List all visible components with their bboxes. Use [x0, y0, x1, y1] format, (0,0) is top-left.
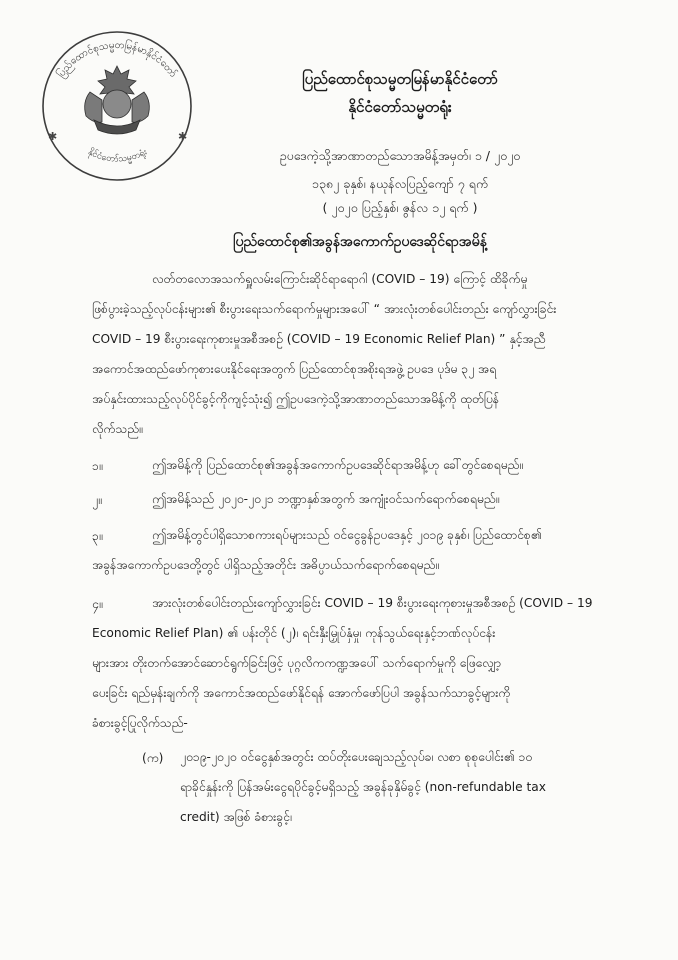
- date-myanmar: ၁၃၈၂ ခုနှစ်၊ နယုန်လပြည့်ကျော် ၇ ရက်: [311, 176, 489, 191]
- item-text: [152, 484, 632, 514]
- seal-lower-text: နိုင်ငံတော်သမ္မတရုံး: [86, 147, 149, 165]
- item-number: ၂။: [92, 493, 102, 507]
- document-title: ပြည်ထောင်စု၏အခွန်အကောက်ဥပဒေဆိုင်ရာအမိန့်: [233, 234, 487, 250]
- item-text: [92, 588, 632, 738]
- subitem-line: ရာခိုင်နှုန်းကို ပြန်အမ်းငွေရပိုင်ခွင့်မရှိသည့် အခွန်ခုနှိမ်ခွင့် (non-refundable tax: [180, 780, 546, 794]
- preamble-line: အပ်နှင်းထားသည့်လုပ်ပိုင်ခွင့်ကိုကျင့်သုံး၍ ဤဥပဒေကဲ့သို့အာဏာတည်သောအမိန့်ကို ထုတ်ပြန်: [92, 392, 500, 406]
- item-text: [152, 450, 632, 480]
- item-number: ၃။: [92, 529, 103, 543]
- header-office: နိုင်ငံတော်သမ္မတရုံး: [348, 98, 452, 116]
- preamble-line: အကောင်အထည်ဖော်ကုစားပေးနိုင်ရေးအတွက် ပြည်ထောင်စုအစိုးရအဖွဲ့ ဥပဒေ ပုဒ်မ ၃၂ အရ: [92, 362, 497, 376]
- header-country: ပြည်ထောင်စုသမ္မတမြန်မာနိုင်ငံတော်: [302, 70, 498, 88]
- item-text: [92, 520, 632, 580]
- svg-text:✱: ✱: [178, 130, 188, 143]
- item-number: ၄။: [92, 597, 103, 611]
- date-gregorian: ( ၂၀၂၀ ပြည့်နှစ်၊ ဇွန်လ ၁၂ ရက် ): [322, 200, 478, 215]
- preamble: [92, 264, 630, 444]
- item-line: ဤအမိန့်တွင်ပါရှိသောစကားရပ်များသည် ဝင်ငွေခွန်ဥပဒေနှင့် ၂၀၁၉ ခုနှစ်၊ ပြည်ထောင်စု၏: [152, 528, 542, 542]
- item-line: Economic Relief Plan) ၏ ပန်းတိုင် (၂)၊ ရင်းနှီးမြှုပ်နှံမှု၊ ကုန်သွယ်ရေးနှင့်ဘဏ်လုပ်ငန်း: [92, 626, 496, 640]
- item-line: ဤအမိန့်ကို ပြည်ထောင်စု၏အခွန်အကောက်ဥပဒေဆိုင်ရာအမိန့်ဟု ခေါ်တွင်စေရမည်။: [152, 458, 524, 472]
- subitem-line: credit) အဖြစ် ခံစားခွင့်၊: [180, 810, 292, 824]
- subitem-label: (က): [142, 751, 164, 765]
- preamble-line: ဖြစ်ပွားခဲ့သည့်လုပ်ငန်းများ၏ စီးပွားရေးသက်ရောက်မှုများအပေါ် “ အားလုံးတစ်ပေါင်းတည်း ကျော်လွှားခြင်း: [92, 302, 557, 316]
- seal-upper-text: ပြည်ထောင်စုသမ္မတမြန်မာနိုင်ငံတော်: [55, 39, 179, 80]
- state-seal: [30, 18, 205, 183]
- subitem-line: ၂၀၁၉-၂၀၂၀ ဝင်ငွေနှစ်အတွင်း ထပ်တိုးပေးချေသည့်လုပ်ခ၊ လစာ စုစုပေါင်း၏ ၁၀: [180, 750, 533, 764]
- preamble-line: လိုက်သည်။: [92, 422, 143, 436]
- subitem-text: [180, 742, 632, 832]
- item-line: များအား တိုးတက်အောင်ဆောင်ရွက်ခြင်းဖြင့် ပုဂ္ဂလိကကဏ္ဍအပေါ် သက်ရောက်မှုကို ဖြေလျှော့: [92, 656, 501, 670]
- item-line: ပေးခြင်း ရည်မှန်းချက်ကို အကောင်အထည်ဖော်နိုင်ရန် အောက်ဖော်ပြပါ အခွန်သက်သာခွင့်များကို: [92, 686, 511, 700]
- preamble-line: COVID – 19 စီးပွားရေးကုစားမှုအစီအစဉ် (COVID – 19 Economic Relief Plan) ” နှင့်အညီ: [92, 332, 546, 346]
- order-number: ဥပဒေကဲ့သို့အာဏာတည်သောအမိန့်အမှတ်၊ ၁ / ၂၀၂၀: [279, 148, 521, 163]
- svg-text:✱: ✱: [48, 130, 58, 143]
- svg-text:နိုင်ငံတော်သမ္မတရုံး: [86, 146, 150, 165]
- item-line: အားလုံးတစ်ပေါင်းတည်းကျော်လွှားခြင်း COVID – 19 စီးပွားရေးကုစားမှုအစီအစဉ် (COVID – 19: [152, 596, 593, 610]
- item-line: အခွန်အကောက်ဥပဒေတို့တွင် ပါရှိသည့်အတိုင်း အဓိပ္ပာယ်သက်ရောက်စေရမည်။: [92, 558, 439, 572]
- item-line: ဤအမိန့်သည် ၂၀၂၀-၂၀၂၁ ဘဏ္ဍာနှစ်အတွက် အကျုံးဝင်သက်ရောက်စေရမည်။: [152, 492, 500, 506]
- item-line: ခံစားခွင့်ပြုလိုက်သည်-: [92, 716, 188, 730]
- preamble-line: လတ်တလောအသက်ရှူလမ်းကြောင်းဆိုင်ရာရောဂါ (COVID – 19) ကြောင့် ထိခိုက်မှု: [152, 272, 528, 286]
- seal-emblem-icon: [30, 18, 205, 183]
- item-number: ၁။: [92, 459, 103, 473]
